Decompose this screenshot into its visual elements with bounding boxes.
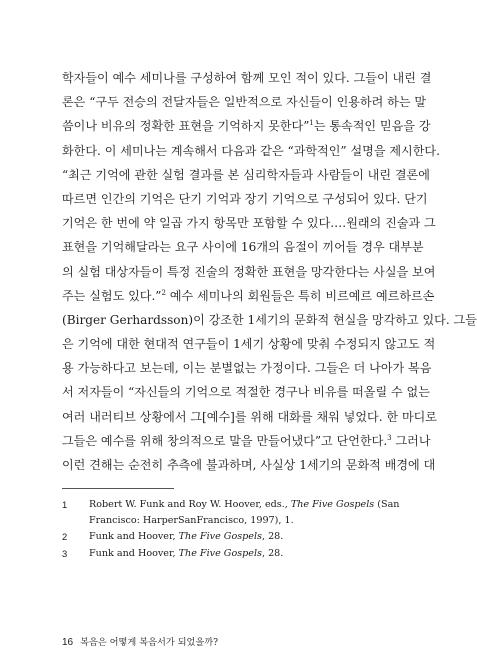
text-segment: 씀이나 비유의 정확한 표현을 기억하지 못한다”	[62, 119, 310, 134]
footnote	[62, 529, 408, 545]
text-line: 서 저자들이 “자신들의 기억으로 적절한 경구나 비유를 떠올릴 수 없는	[62, 385, 430, 400]
text-line: 여러 내러티브 상황에서 그[예수]를 위해 대화를 채워 넣었다. 한 마디로	[62, 409, 437, 424]
text-line: (Birger Gerhardsson)이 강조한 1세기의 문화적 현실을 망각하고 있다. 그들	[62, 312, 477, 327]
body-text	[62, 66, 477, 477]
footnote-text	[89, 546, 408, 562]
text-line: “최근 기억에 관한 실험 결과를 본 심리학자들과 사람들이 내린 결론에	[62, 167, 430, 182]
text-segment: 는 통속적인 믿음을 강	[313, 119, 431, 134]
text-line: 의 실험 대상자들이 특정 진술의 정확한 표현을 망각한다는 사실을 보여	[62, 264, 436, 279]
text-line: 화한다. 이 세미나는 계속해서 다음과 같은 “과학적인” 설명을 제시한다.	[62, 143, 440, 158]
footnote	[62, 546, 408, 562]
text-line: 은 기억에 대한 현대적 연구들이 1세기 상황에 맞춰 수정되지 않고도 적	[62, 337, 436, 352]
text-line: 표현을 기억해달라는 요구 사이에 16개의 음절이 끼어들 경우 대부분	[62, 240, 424, 255]
footnote-number: 3	[62, 547, 68, 559]
footnote-text-part: , 28.	[261, 531, 284, 543]
page-number: 16	[62, 637, 74, 648]
text-line	[62, 114, 431, 138]
text-line: 따르면 인간의 기억은 단기 기억과 장기 기억으로 구성되어 있다. 단기	[62, 191, 428, 206]
footnote-text	[89, 529, 408, 545]
footnote-divider	[62, 488, 174, 489]
text-segment: 그들은 예수를 위해 창의적으로 말을 만들어냈다”고 단언한다.	[62, 433, 388, 448]
footnote	[62, 497, 408, 529]
footnote-number: 1	[62, 499, 68, 510]
book-title: The Five Gospels	[178, 531, 262, 543]
footnote-text-part: Robert W. Funk and Roy W. Hoover, eds.,	[89, 499, 291, 510]
text-segment: 예수 세미나의 회원들은 특히 비르예르 예르하르손	[165, 288, 435, 303]
text-segment: 주는 실험도 있다.”	[62, 288, 162, 303]
footnote-mark: 1	[309, 119, 314, 128]
page-footer	[62, 634, 218, 648]
book-title: The Five Gospels	[178, 547, 262, 559]
footnote-number: 2	[62, 531, 68, 543]
footnotes	[62, 497, 408, 562]
text-line: 이런 견해는 순전히 추측에 불과하며, 사실상 1세기의 문화적 배경에 대	[62, 458, 436, 472]
text-line: 론은 “구두 전승의 전달자들은 일반적으로 자신들이 인용하려 하는 말	[62, 95, 427, 110]
text-line: 기억은 한 번에 약 일곱 가지 항목만 포함할 수 있다.…원래의 진술과 그	[62, 216, 436, 231]
text-line: 학자들이 예수 세미나를 구성하여 함께 모인 적이 있다. 그들이 내린 결	[62, 71, 432, 85]
footnote-text-part: , 28.	[261, 547, 284, 559]
footnote-text	[89, 497, 408, 529]
text-line	[62, 429, 431, 453]
footnote-text-part: (San Francisco: HarperSanFrancisco, 1997), 1.	[89, 499, 400, 527]
footnote-text-part: Funk and Hoover,	[89, 547, 179, 559]
book-title: The Five Gospels	[290, 499, 375, 510]
footnote-mark: 3	[387, 433, 392, 442]
text-segment: 그러나	[391, 433, 431, 448]
text-line: 용 가능하다고 보는데, 이는 분별없는 가정이다. 그들은 더 나아가 복음	[62, 361, 432, 376]
footnote-text-part: Funk and Hoover,	[89, 531, 179, 543]
footnote-mark: 2	[161, 288, 166, 297]
running-title: 복음은 어떻게 복음서가 되었을까?	[80, 637, 219, 648]
text-line	[62, 284, 435, 308]
